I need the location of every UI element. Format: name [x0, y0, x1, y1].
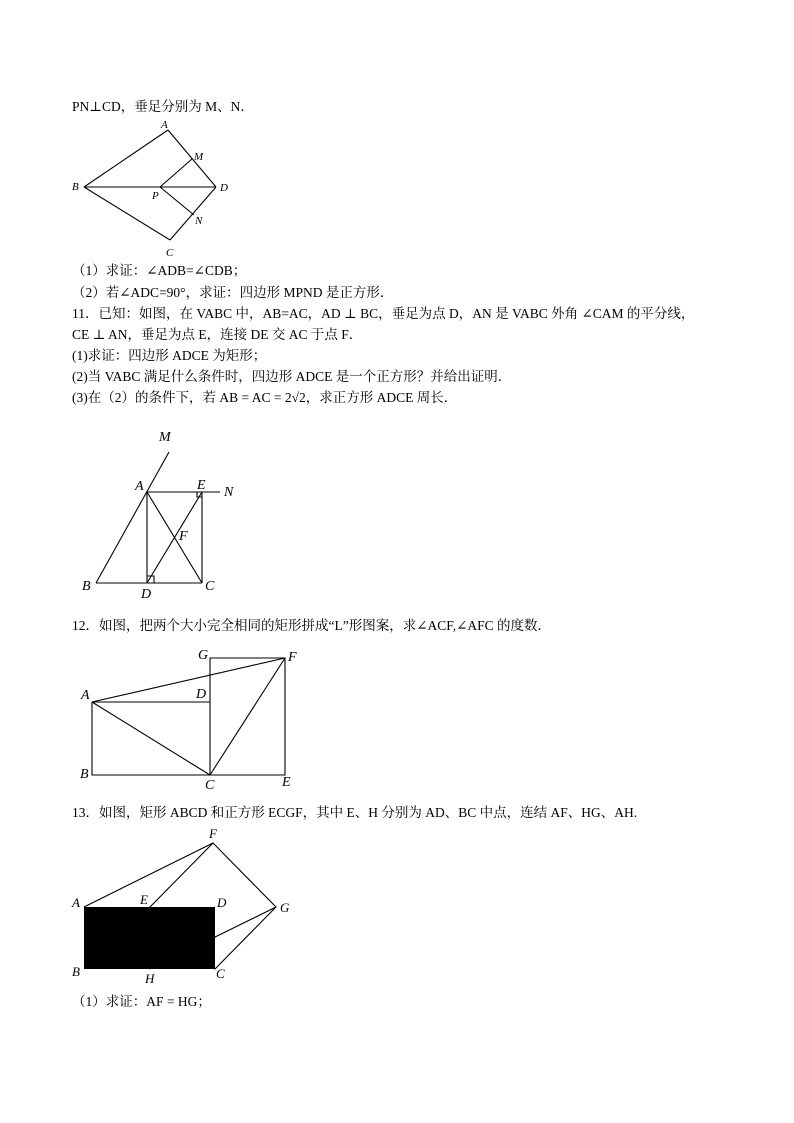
question-1-part-1: （1）求证：∠ADB=∠CDB； [72, 263, 247, 278]
question-1-part-2: （2）若∠ADC=90°，求证：四边形 MPND 是正方形． [72, 285, 394, 300]
fig1-label-c: C [166, 247, 174, 259]
fig1-label-d: D [220, 182, 228, 194]
fig3-label-d: D [196, 687, 207, 702]
fig1-label-b: B [72, 181, 79, 193]
fig4-label-c: C [216, 966, 225, 981]
fig4-label-g: G [280, 900, 290, 915]
fig3-label-g: G [198, 648, 209, 663]
fig3-label-b: B [80, 767, 89, 782]
fig2-label-f: F [179, 529, 188, 544]
problem-11-part-1: (1)求证：四边形 ADCE 为矩形； [72, 348, 267, 363]
fig2-label-b: B [82, 579, 91, 594]
fig2-label-a: A [135, 479, 144, 494]
problem-11-part-2: (2)当 VABC 满足什么条件时，四边形 ADCE 是一个正方形？并给出证明． [72, 369, 512, 384]
fig4-label-d: D [217, 895, 227, 910]
fig4-label-f: F [209, 826, 217, 841]
problem-13-statement: 13．如图，矩形 ABCD 和正方形 ECGF，其中 E、H 分别为 AD、BC 中点，连结 AF、HG、AH. [72, 805, 638, 820]
fig2-label-c: C [205, 579, 215, 594]
fig3-label-e: E [282, 775, 291, 790]
problem-12-statement: 12．如图，把两个大小完全相同的矩形拼成“L”形图案，求∠ACF,∠AFC 的度数． [72, 618, 552, 633]
problem-11-statement-a: 11．已知：如图，在 VABC 中，AB=AC，AD ⊥ BC，垂足为点 D，AN 是 VABC 外角 ∠CAM 的平分线， [72, 306, 695, 321]
fig2-label-d: D [141, 587, 152, 602]
fig2-label-e: E [197, 478, 206, 493]
problem-11-statement-b: CE ⊥ AN，垂足为点 E，连接 DE 交 AC 于点 F． [72, 327, 363, 342]
problem-13-part-1: （1）求证：AF = HG； [72, 994, 211, 1009]
fig4-label-a: A [72, 895, 80, 910]
fig3-label-c: C [205, 778, 215, 793]
fig4-label-b: B [72, 964, 80, 979]
fig4-label-h: H [145, 971, 155, 986]
problem-11-part-3: (3)在（2）的条件下，若 AB = AC = 2√2，求正方形 ADCE 周长． [72, 390, 458, 405]
fig3-label-f: F [288, 650, 297, 665]
fig2-label-m: M [159, 430, 171, 445]
text-line-pn-perp-cd: PN⊥CD，垂足分别为 M、N． [72, 99, 254, 114]
fig4-label-e: E [140, 892, 148, 907]
fig1-label-p: P [152, 190, 159, 202]
fig2-label-n: N [224, 485, 234, 500]
fig1-label-n: N [195, 215, 203, 227]
fig1-label-a: A [161, 119, 168, 131]
fig3-label-a: A [81, 688, 90, 703]
fig1-label-m: M [194, 151, 204, 163]
